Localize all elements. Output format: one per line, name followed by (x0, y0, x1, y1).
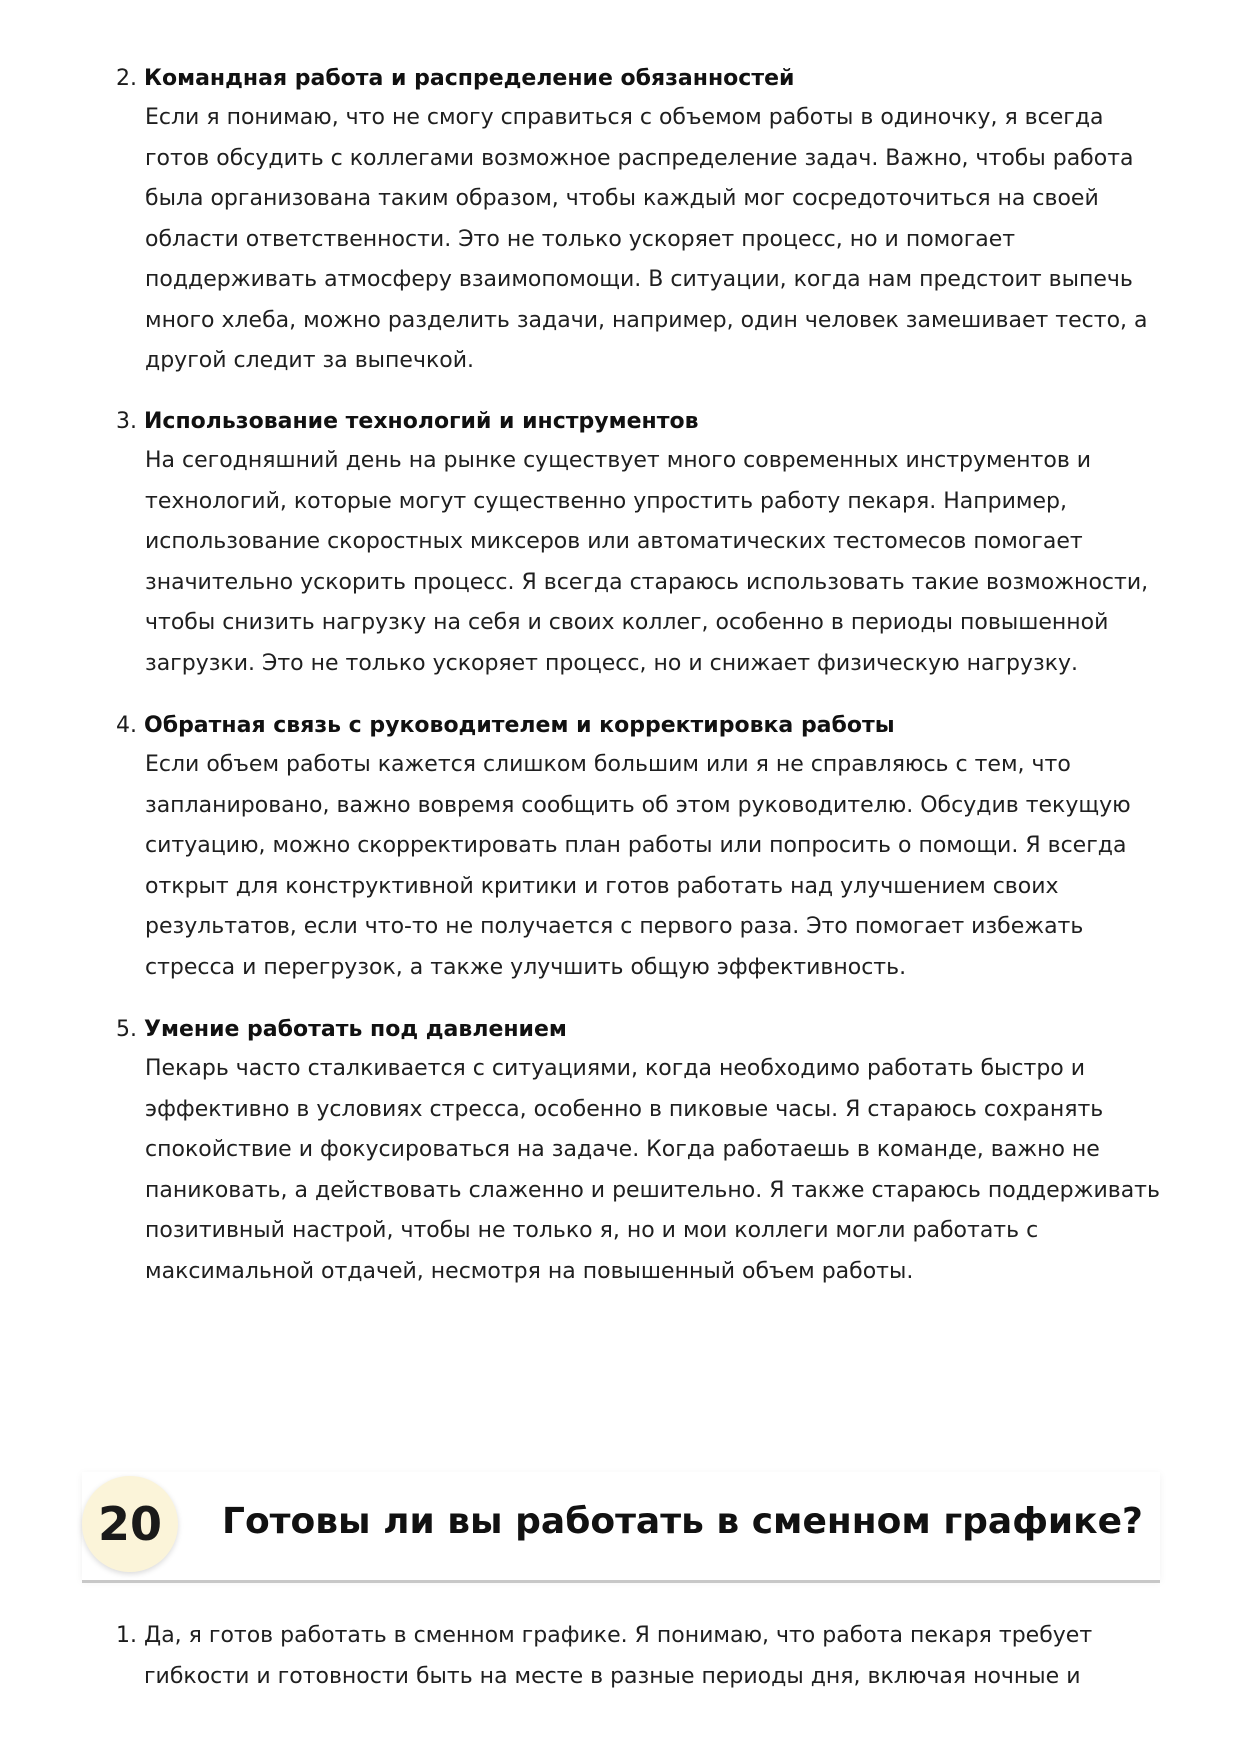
section-header (82, 1472, 1160, 1582)
list-item-technology (116, 405, 1166, 684)
list-item-number: 3. (116, 409, 137, 434)
section-divider (82, 1580, 1160, 1583)
section-title: Готовы ли вы работать в сменном графике? (222, 1501, 1143, 1542)
list-item-pressure (116, 1013, 1166, 1292)
list-item-feedback (116, 709, 1166, 988)
list-item-title: Умение работать под давлением (144, 1017, 567, 1042)
list-item-title: Командная работа и распределение обязанностей (144, 66, 795, 91)
list-item-number: 4. (116, 713, 137, 738)
list-item-heading (116, 405, 1166, 439)
answer-text: Да, я готов работать в сменном графике. Я понимаю, что работа пекаря требует гибкости и готовности быть на месте в разные периоды дня, включая ночные и (144, 1623, 1093, 1689)
list-item-title: Использование технологий и инструментов (144, 409, 699, 434)
list-item-number: 2. (116, 66, 137, 91)
answer-number: 1. (116, 1623, 137, 1648)
list-item-body: Если я понимаю, что не смогу справиться с объемом работы в одиночку, я всегда готов обсудить с коллегами возможное распределение задач. Важно, чтобы работа была организована таким образом, чтобы каждый мог сосредоточиться на своей области ответственности. Это не только ускоряет процесс, но и помогает поддерживать атмосферу взаимопомощи. В ситуации, когда нам предстоит выпечь много хлеба, можно разделить задачи, например, один человек замешивает тесто, а другой следит за выпечкой. (145, 105, 1148, 373)
list-item-heading (116, 1013, 1166, 1047)
list-item-number: 5. (116, 1017, 137, 1042)
list-item-heading (116, 709, 1166, 743)
answer-item (116, 1616, 1166, 1697)
list-item-title: Обратная связь с руководителем и корректировка работы (144, 713, 895, 738)
section-number-badge: 20 (82, 1476, 178, 1572)
list-item-heading (116, 62, 1166, 96)
list-item-body: Пекарь часто сталкивается с ситуациями, когда необходимо работать быстро и эффективно в условиях стресса, особенно в пиковые часы. Я стараюсь сохранять спокойствие и фокусироваться на задаче. Когда работаешь в команде, важно не паниковать, а действовать слаженно и решительно. Я также стараюсь поддерживать позитивный настрой, чтобы не только я, но и мои коллеги могли работать с максимальной отдачей, несмотря на повышенный объем работы. (145, 1056, 1160, 1284)
list-item-teamwork (116, 62, 1166, 382)
list-item-body: На сегодняшний день на рынке существует много современных инструментов и технологий, которые могут существенно упростить работу пекаря. Например, использование скоростных миксеров или автоматических тестомесов помогает значительно ускорить процесс. Я всегда стараюсь использовать такие возможности, чтобы снизить нагрузку на себя и своих коллег, особенно в периоды повышенной загрузки. Это не только ускоряет процесс, но и снижает физическую нагрузку. (145, 448, 1149, 676)
list-item-body: Если объем работы кажется слишком большим или я не справляюсь с тем, что запланировано, важно вовремя сообщить об этом руководителю. Обсудив текущую ситуацию, можно скорректировать план работы или попросить о помощи. Я всегда открыт для конструктивной критики и готов работать над улучшением своих результатов, если что-то не получается с первого раза. Это помогает избежать стресса и перегрузок, а также улучшить общую эффективность. (145, 752, 1131, 980)
answer-row (116, 1616, 1166, 1697)
